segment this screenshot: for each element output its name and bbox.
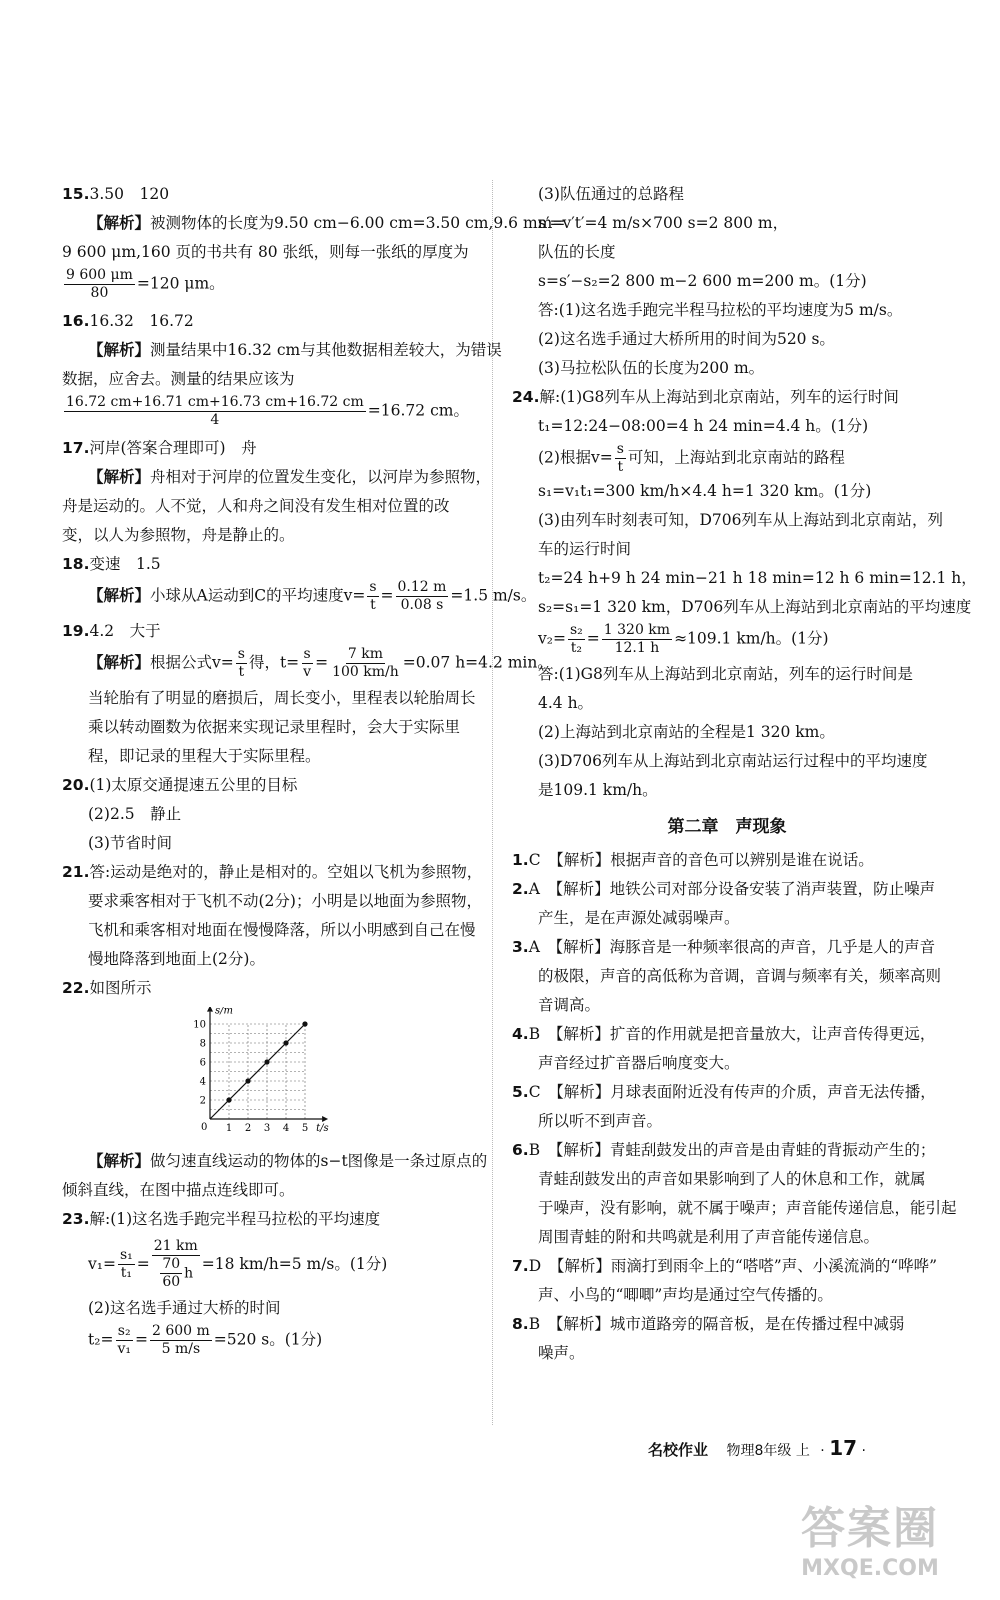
- q19-answer: 19.4.2 大于: [62, 622, 161, 640]
- data-point: [226, 1097, 231, 1102]
- chapter-title: 第二章 声现象: [667, 817, 787, 837]
- chapter-answer-list: [512, 846, 957, 1368]
- q21-answer: 21.答:运动是绝对的，静止是相对的。空姐以飞机为参照物，: [62, 863, 483, 881]
- q15-answer: 15.3.50 120: [62, 185, 170, 203]
- fraction: $\frac{9 600 \mu m}{80}$: [66, 267, 133, 301]
- list-item: 产生，是在声源处减弱噪声。: [538, 909, 740, 927]
- list-item: 所以听不到声音。: [538, 1112, 663, 1130]
- y-tick-label: 8: [199, 1038, 206, 1050]
- x-tick-label: 5: [301, 1123, 309, 1134]
- x-axis-arrow: [322, 1116, 328, 1122]
- fraction: $\frac{16.72 cm+16.71 cm+16.73 cm+16.72 cm}{4}$: [66, 394, 364, 428]
- right-column: (3)队伍通过的总路程 s′=v′t′=4 m/s×700 s=2 800 m， 队伍的长度 s=s′−s₂=2 800 m−2 600 m=200 m。(1分) 答:(1)这名选手跑完半程马拉松的平均速度为5 m/s。 (2)这名选手通过大桥所用的时间为520 s。 (3)马拉松队伍的长度为200 m。 24.解:(1)G8列车从上海站到北京南站，列车的运行时间 t₁=12:24−08:00=4 h 24 min=4.4 h。(1分) (2)根据v= $\frac{s}{t}$ 可知，上海站到北京南站的路程 s₁=v₁t₁=300 km/h×4.4 h=1 320 km。(1分) (3)由列车时刻表可知，D706列车从上海站到北京南站，列 车的运行时间 t₂=24 h+9 h 24 min−21 h 18 min=12 h 6 min=12.1 h， s₂=s₁=1 320 km，D706列车从上海站到北京南站的平均速度 v₂= $\frac{\text{s₂}}{\text{t₂}}$ = $\frac{1 320 km}{12.1 h}$ ≈109.1 km/h。(1分) 答:(1)G8列车从上海站到北京南站，列车的运行时间是 4.4 h。 (2)上海站到北京南站的全程是1 320 km。 (3)D706列车从上海站到北京南站运行过程中的平均速度 是109.1 km/h。 第二章 声现象 1.C 【解析】根据声音的音色可以辨别是谁在说话。 2.A 【解析】地铁公司对部分设备安装了消声装置，防止噪声 产生，是在声源处减弱噪声。 3.A 【解析】海豚音是一种频率很高的声音，几乎是人的声音 的极限，声音的高低称为音调，音调与频率有关，频率高则 音调高。 4.B 【解析】扩音的作用就是把音量放大，让声音传得更远， 声音经过扩音器后响度变大。 5.C 【解析】月球表面附近没有传声的介质，声音无法传播， 所以听不到声音。 6.B 【解析】青蛙刮鼓发出的声音是由青蛙的背振动产生的； 青蛙刮鼓发出的声音如果影响到了人的休息和工作，就属 于噪声，没有影响，就不属于噪声；声音能传递信息，能引起 周围青蛙的附和共鸣就是利用了声音能传递信息。 7.D 【解析】雨滴打到雨伞上的“嗒嗒”声、小溪流淌的“哗哗” 声、小鸟的“唧唧”声均是通过空气传播的。 8.B 【解析】城市道路旁的隔音板，是在传播过程中减弱 噪声。: [512, 180, 942, 1368]
- list-item: 于噪声，没有影响，就不属于噪声；声音能传递信息，能引起: [538, 1199, 957, 1217]
- q16-answer: 16.16.32 16.72: [62, 312, 194, 330]
- data-point: [283, 1040, 288, 1045]
- column-divider: [492, 180, 493, 1425]
- y-tick-label: 6: [199, 1057, 206, 1069]
- list-item: 8.B 【解析】城市道路旁的隔音板，是在传播过程中减弱: [512, 1315, 905, 1333]
- data-point: [302, 1021, 307, 1026]
- q22-answer: 22.如图所示: [62, 979, 152, 997]
- y-axis-arrow: [207, 1007, 213, 1012]
- list-item: 5.C 【解析】月球表面附近没有传声的介质，声音无法传播，: [512, 1083, 936, 1101]
- list-item: 1.C 【解析】根据声音的音色可以辨别是谁在说话。: [512, 851, 874, 869]
- s-t-graph: [188, 1007, 338, 1137]
- page-footer: 名校作业 物理8年级 上 · 17 ·: [648, 1436, 866, 1460]
- list-item: 声、小鸟的“唧唧”声均是通过空气传播的。: [538, 1286, 833, 1304]
- list-item: 周围青蛙的附和共鸣就是利用了声音能传递信息。: [538, 1228, 880, 1246]
- q18-answer: 18.变速 1.5: [62, 555, 161, 573]
- footer-brand: 名校作业: [648, 1441, 709, 1459]
- y-tick-label: 2: [199, 1095, 206, 1107]
- list-item: 3.A 【解析】海豚音是一种频率很高的声音，几乎是人的声音: [512, 938, 936, 956]
- page-number: 17: [829, 1436, 858, 1460]
- list-item: 声音经过扩音器后响度变大。: [538, 1054, 740, 1072]
- list-item: 音调高。: [538, 996, 601, 1014]
- q24-answer: 24.解:(1)G8列车从上海站到北京南站，列车的运行时间: [512, 388, 899, 406]
- footer-subject: 物理8年级 上: [726, 1443, 810, 1459]
- q17-answer: 17.河岸(答案合理即可) 舟: [62, 439, 257, 457]
- list-item: 噪声。: [538, 1344, 585, 1362]
- left-column: 15.3.50 120 【解析】被测物体的长度为9.50 cm−6.00 cm=3.50 cm,9.6 mm= 9 600 μm,160 页的书共有 80 张纸，则每一张纸的厚度为 $\frac{9 600 \mu m}{80}$ =120 μm。 16.16.32 16.72 【解析】测量结果中16.32 cm与其他数据相差较大，为错误 数据，应舍去。测量的结果应该为 $\frac{16.72 cm+16.71 cm+16.73 cm+16.72 cm}{4}$ =16.72 cm。 17.河岸(答案合理即可) 舟 【解析】舟相对于河岸的位置发生变化，以河岸为参照物， 舟是运动的。人不觉，人和舟之间没有发生相对位置的改 变，以人为参照物，舟是静止的。 18.变速 1.5 【解析】小球从A运动到C的平均速度v= $\frac{s}{t}$ = $\frac{0.12 m}{0.08 s}$ =1.5 m/s。 19.4.2 大于 【解析】根据公式v= $\frac{s}{t}$ 得，t= $\frac{s}{v}$ = $\frac{7 km}{100 km/h}$ =0.07 h=4.2 min。 当轮胎有了明显的磨损后，周长变小，里程表以轮胎周长 乘以转动圈数为依据来实现记录里程时，会大于实际里 程，即记录的里程大于实际里程。 20.(1)太原交通提速五公里的目标 (2)2.5 静止 (3)节省时间 21.答:运动是绝对的，静止是相对的。空姐以飞机为参照物， 要求乘客相对于飞机不动(2分)；小明是以地面为参照物， 飞机和乘客相对地面在慢慢降落，所以小明感到自己在慢 慢地降落到地面上(2分)。 22.如图所示 2 4 6 8 10 1 2 3 4 5 s/m t/s 0 【解析】做匀速直线运动的物体的s−t图像是一条过原点的 倾斜直线，在图中描点连线即可。 23.解:(1)这名选手跑完半程马拉松的平均速度 v₁= $\frac{\text{s₁}}{\text{t₁}}$ = 21 km $\frac{70}{60}$ h =18 km/h=5 m/s。(1分) (2)这名选手通过大桥的时间 t₂= $\frac{\text{s₂}}{\text{v₁}}$ = $\frac{2 600 m}{5 m/s}$ =520 s。(1分): [62, 180, 482, 1363]
- list-item: 2.A 【解析】地铁公司对部分设备安装了消声装置，防止噪声: [512, 880, 936, 898]
- x-tick-label: 4: [282, 1123, 290, 1134]
- y-axis-label: s/m: [215, 1007, 233, 1017]
- list-item: 7.D 【解析】雨滴打到雨伞上的“嗒嗒”声、小溪流淌的“哗哗”: [512, 1257, 938, 1275]
- x-axis-label: t/s: [316, 1123, 329, 1134]
- x-tick-label: 2: [244, 1123, 252, 1134]
- list-item: 6.B 【解析】青蛙刮鼓发出的声音是由青蛙的背振动产生的；: [512, 1141, 936, 1159]
- list-item: 的极限，声音的高低称为音调，音调与频率有关，频率高则: [538, 967, 942, 985]
- watermark-url: MXQE.COM: [801, 1556, 939, 1581]
- data-point: [264, 1059, 269, 1064]
- y-tick-label: 10: [193, 1019, 206, 1031]
- origin-label: 0: [201, 1122, 208, 1133]
- watermark: [770, 1492, 970, 1582]
- x-tick-label: 3: [263, 1123, 271, 1134]
- list-item: 青蛙刮鼓发出的声音如果影响到了人的休息和工作，就属: [538, 1170, 926, 1188]
- list-item: 4.B 【解析】扩音的作用就是把音量放大，让声音传得更远，: [512, 1025, 936, 1043]
- data-point: [245, 1078, 250, 1083]
- x-tick-label: 1: [225, 1123, 233, 1134]
- watermark-logo: 答案圈: [801, 1503, 939, 1554]
- y-tick-label: 4: [199, 1076, 206, 1088]
- q23-answer: 23.解:(1)这名选手跑完半程马拉松的平均速度: [62, 1210, 381, 1228]
- q20-answer: 20.(1)太原交通提速五公里的目标: [62, 776, 298, 794]
